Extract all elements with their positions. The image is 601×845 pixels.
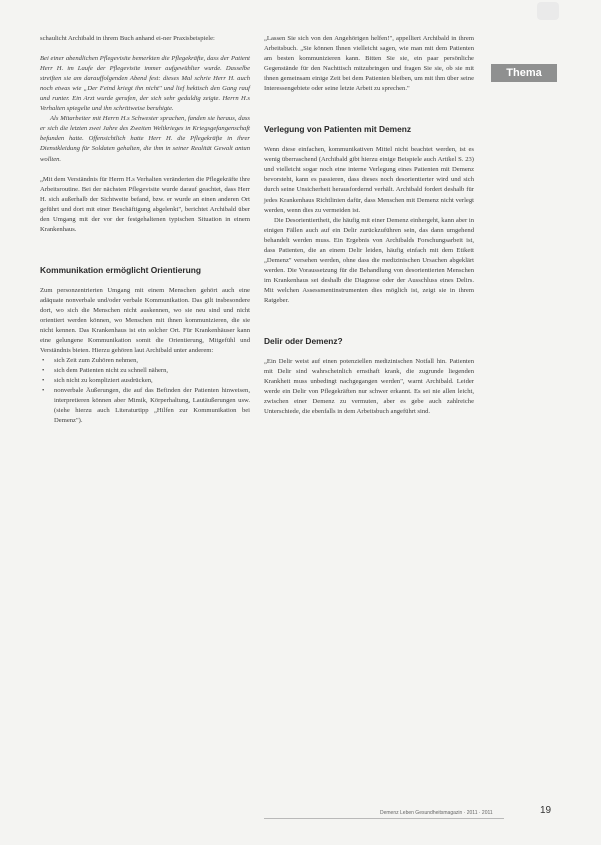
section-heading-delirium: Delir oder Demenz? <box>264 336 343 347</box>
case-study-italic-1: Bei einer abendlichen Pflegevisite bemerkten die Pflegekräfte, dass der Patient Herr H. im Laufe der Pflegevisite immer aufgewühlter wurde. Dasselbe streiften sie am darauffolgenden Abend fest: dieses Mal schrie Herr H. auch noch etwas wie „Der Feind kriegt ihn nicht" und lief hektisch den Gang rauf und runter. Ein Arzt wurde gerufen, der sich sehr geduldig zeigte. Herrn H.s Verhalten spiegelte und ihn schrittweise beruhigte. <box>40 55 250 113</box>
list-item: • nonverbale Äußerungen, die auf das Befinden der Patienten hinweisen, interpretieren können aber Mimik, Körperhaltung, Lautäußerungen usw. (siehe hierzu auch Literaturtipp „Hilfen zur Kommunikation bei Demenz"). <box>40 386 250 426</box>
body-paragraph: Die Desorientiertheit, die häufig mit einer Demenz einhergeht, kann aber in einigen Fällen auch auf ein Delir zurückzuführen sein, das dann umgehend behandelt werden muss. Ein Ergebnis von Archibalds Forschungsarbeit ist, dass Patienten, die an einem Delir leiden, häufig einfach mit dem Etikett „Demenz" versehen werden, ohne dass die medizinischen Ursachen abgeklärt werden. Die Voraussetzung für die Behandlung von desorientierten Menschen im Krankenhaus sei deshalb die Diagnose oder der Ausschluss eines Delirs. Mit welchen Assessmentinstrumenten dies möglich ist, zeigt sie in ihrem Ratgeber. <box>264 216 474 304</box>
footer-divider <box>264 818 504 819</box>
right-column <box>264 34 474 417</box>
intro-paragraph: schaulicht Archibald in ihrem Buch anhand ei-ner Praxisbeispiele: <box>40 35 215 42</box>
section-heading-communication: Kommunikation ermöglicht Orientierung <box>40 264 201 275</box>
corner-tab-mark <box>537 2 559 20</box>
quote-paragraph: „Lassen Sie sich von den Angehörigen helfen!", appelliert Archibald in ihrem Arbeitsbuch. „Sie können Ihnen vielleicht sagen, wie man mit dem Patienten am besten kommunizieren kann. Bitten Sie sie, ein paar persönliche Gegenstände für den Nachttisch mitzubringen und fragen Sie sie, ob sie mit ihnen gemeinsam einige Zeit bei dem Patienten bleiben, um mit ihm über seine Interessengebiete oder seine letzte Arbeit zu sprechen." <box>264 35 474 93</box>
body-paragraph: Wenn diese einfachen, kommunikativen Mittel nicht beachtet werden, ist es wenig überraschend (Archibald gibt hierzu einige Beispiele auch Artikel S. 23) und vielleicht sogar noch eine interne Verlegung eines Patienten mit Demenz bevorsteht, kann es passieren, dass dieses noch desorientierter wird und sich durch seine Unsicherheit herausfordernd verhält. Archibald fordert deshalb für jedes Krankenhaus Richtlinien dafür, dass Menschen mit Demenz nicht verlegt werden, wenn dies zu vermeiden ist. <box>264 146 474 214</box>
section-heading-relocation: Verlegung von Patienten mit Demenz <box>264 124 412 135</box>
case-study-italic-2: Als Mitarbeiter mit Herrn H.s Schwester sprachen, fanden sie heraus, dass er sich die letzten zwei Jahre des Zweiten Weltkrieges in Kriegsgefangenschaft befunden hatte. Offensichtlich hatte Herr H. die Pflegekräfte in ihrer Dienstkleidung für Soldaten gehalten, die ihm in seiner Realität Gewalt antun wollten. <box>40 115 250 163</box>
bullet-list <box>40 356 250 426</box>
footer-journal-title: Demenz Leben Gesundheitsmagazin · 2011 · 2011 <box>380 810 493 816</box>
section-tab-label: Thema <box>491 64 557 82</box>
page-number: 19 <box>540 805 552 816</box>
list-item: • sich nicht zu kompliziert ausdrücken, <box>40 376 250 386</box>
list-item: • sich Zeit zum Zuhören nehmen, <box>40 356 250 366</box>
list-item: • sich dem Patienten nicht zu schnell nähern, <box>40 366 250 376</box>
body-paragraph: „Ein Delir weist auf einen potenziellen medizinischen Notfall hin. Patienten mit Delir sind wahrscheinlich ernsthaft krank, die zugrunde liegenden Krankheit muss unbedingt nachgegangen werden", warnt Archibald. Leider werde ein Delir von Pflegekräften nur schwer erkannt. Es sei nie allen leicht, zwischen einer Demenz zu vermuten, aber es gebe auch zahlreiche Unterschiede, die ebenfalls in dem Arbeitsbuch angeführt sind. <box>264 358 474 416</box>
left-column <box>40 34 250 427</box>
body-paragraph: Zum personzentrierten Umgang mit einem Menschen gehört auch eine adäquate nonverbale und/oder verbale Kommunikation. Das gilt insbesondere dort, wo sich die Menschen nicht auskennen, wo sie neu sind und nicht orientiert werden können, wo Menschen mit ihnen kommunizieren, die sie nicht kennen. Das Krankenhaus ist ein solcher Ort. Für Krankenhäuser kann eine gelungene Kommunikation somit die Orientierung, Mitgefühl und Verständnis bieten. Hierzu gehören laut Archibald unter anderem: <box>40 286 250 355</box>
body-paragraph: „Mit dem Verständnis für Herrn H.s Verhalten veränderten die Pflegekräfte ihre Arbeitsroutine. Bei der nächsten Pflegevisite wurde darauf geachtet, dass Herr H. sich außerhalb der Sichtweite befand, bzw. er wurde an einen anderen Ort geführt und dort mit einer Beschäftigung abgelenkt", berichtet Archibald über den Umgang mit der vor der festgehaltenen typischen Situation in einem Krankenhaus. <box>40 175 250 233</box>
